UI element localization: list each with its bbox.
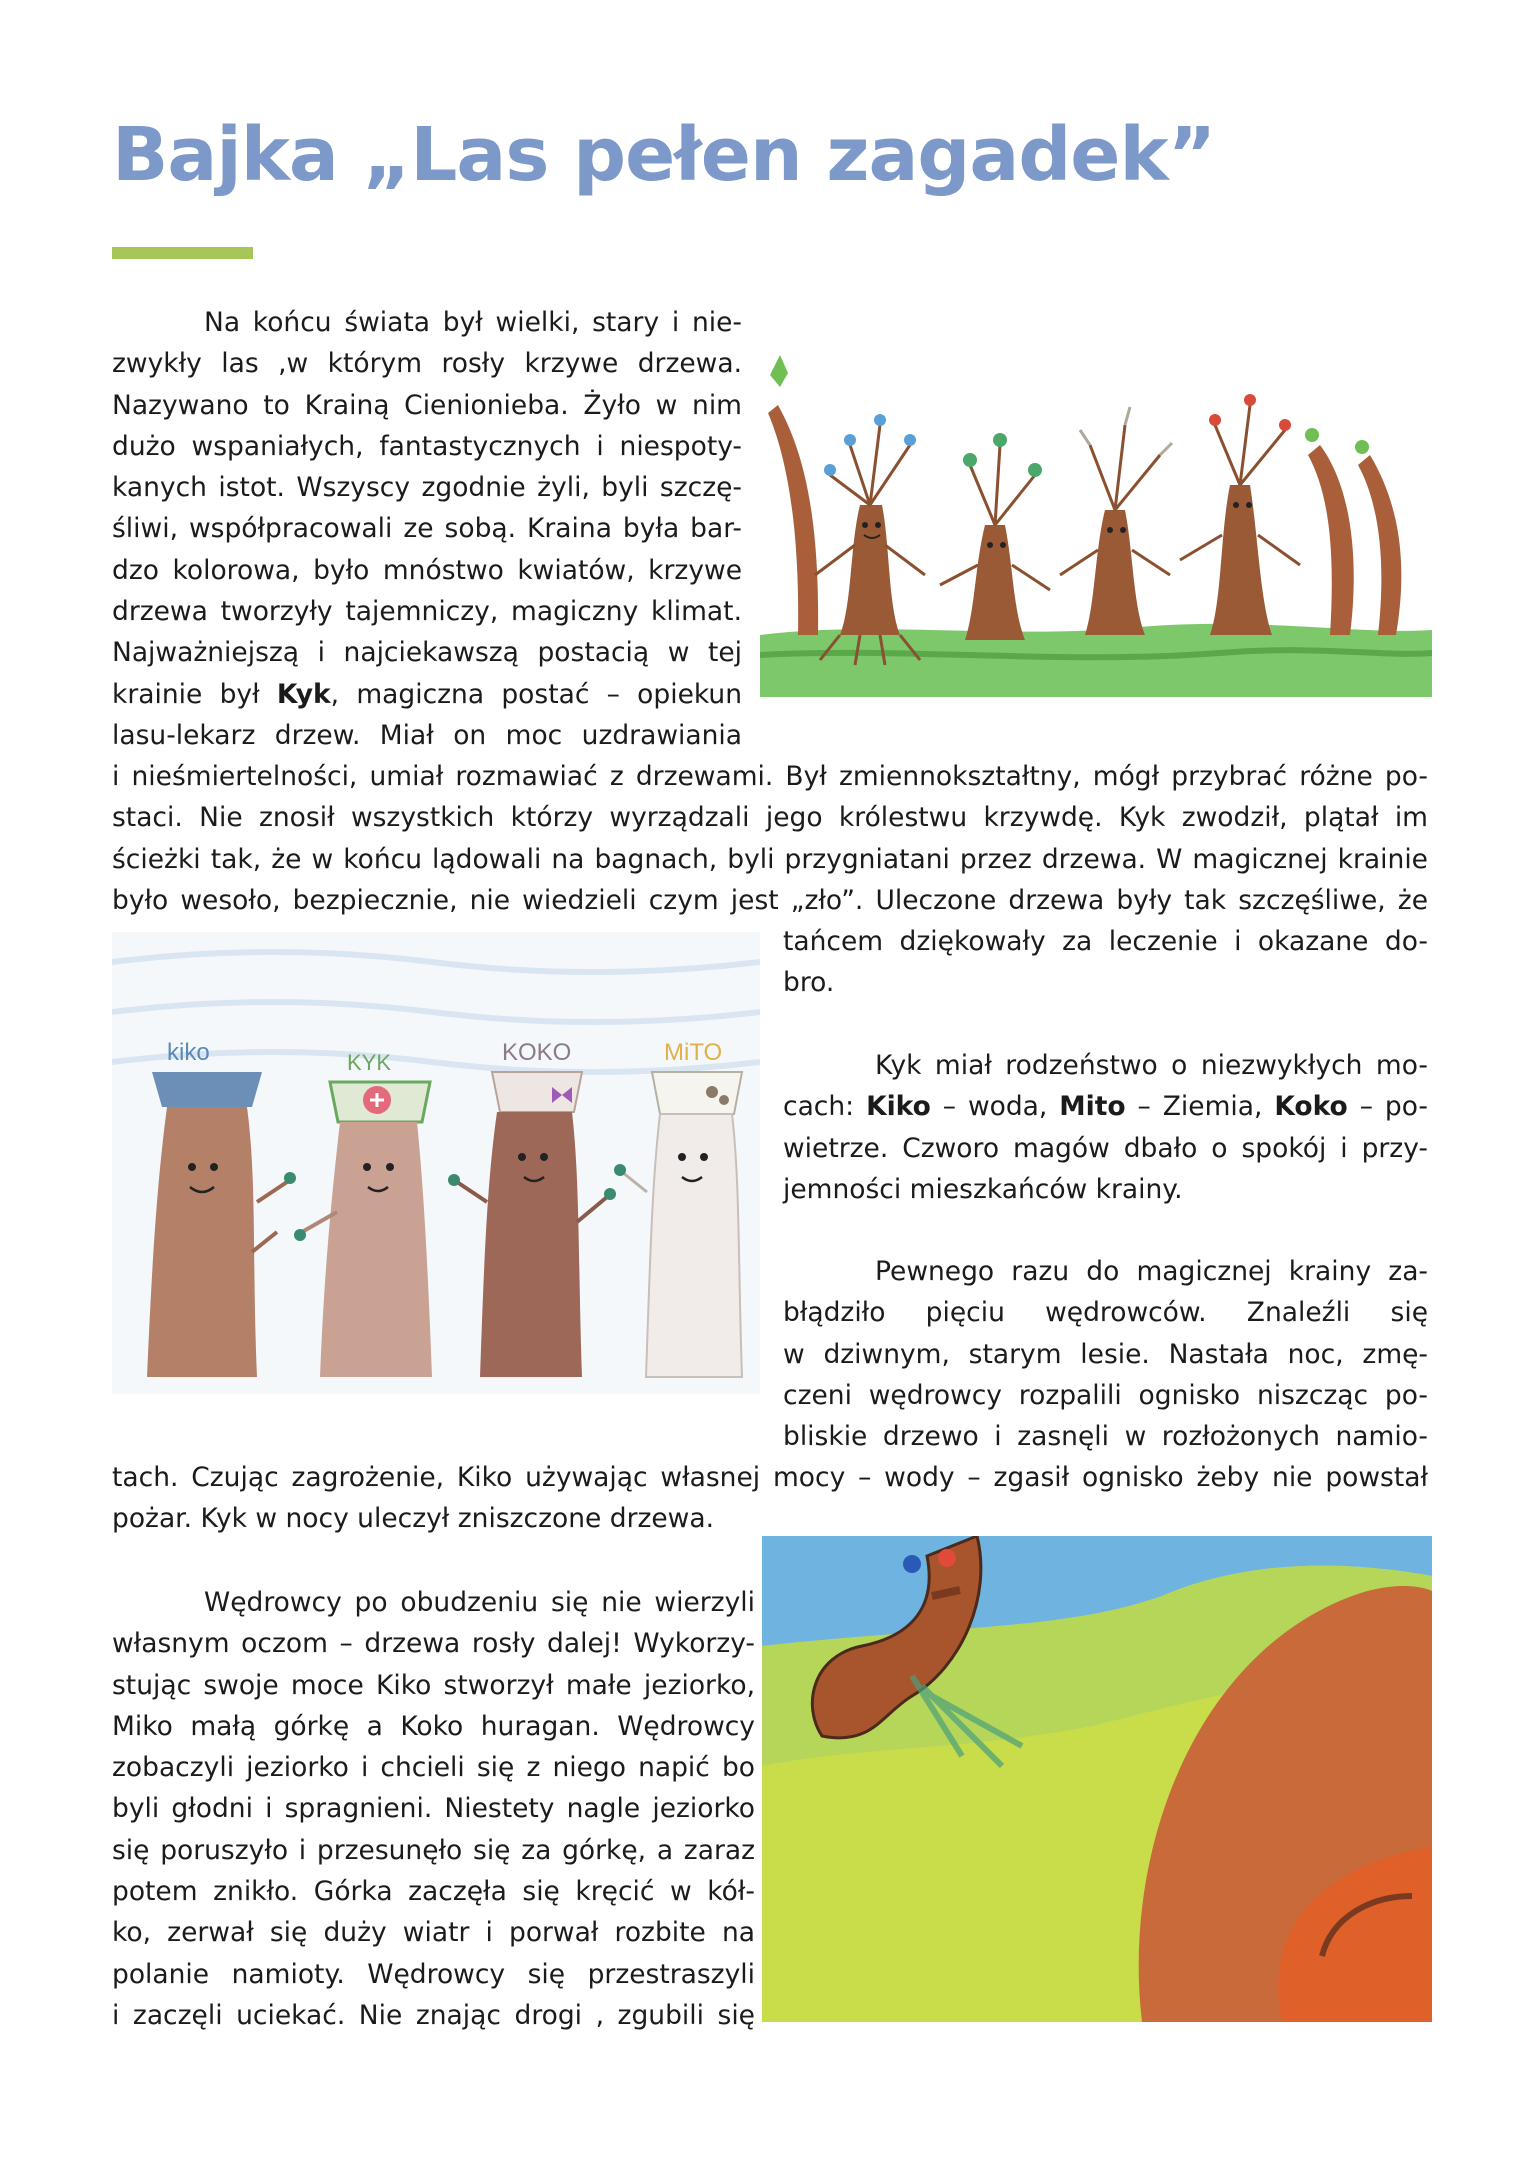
- text-line: dzo kolorowa, było mnóstwo kwiatów, krzywe: [112, 554, 742, 586]
- text-line: polanie namioty. Wędrowcy się przestraszyli: [112, 1958, 755, 1990]
- drawing-four-siblings: [112, 932, 760, 1394]
- paragraph-4: [112, 1582, 755, 2036]
- label-mito: MiTO: [664, 1039, 723, 1066]
- text-line: stując swoje moce Kiko stworzył małe jeziorko,: [112, 1669, 755, 1701]
- text-line: byli głodni i spragnieni. Niestety nagle jeziorko: [112, 1793, 755, 1825]
- paragraph-1-end: [783, 921, 1428, 1004]
- title-underline: [112, 247, 253, 259]
- text-line: ścieżki tak, że w końcu lądowali na bagnach, byli przygniatani przez drzewa. W magicznej krainie: [112, 843, 1428, 875]
- text-line-siblings: [783, 1086, 1428, 1127]
- text-line: Wędrowcy po obudzeniu się nie wierzyli: [204, 1587, 755, 1618]
- text-line: się poruszyło i przesunęło się za górkę, a zaraz: [112, 1834, 755, 1866]
- text-line: bliskie drzewo i zasnęli w rozłożonych namio-: [783, 1421, 1428, 1453]
- drawing-hill-and-tree: [762, 1536, 1432, 2022]
- text-line: Nazywano to Krainą Cienionieba. Żyło w nim: [112, 389, 742, 421]
- text-run: cach:: [783, 1091, 867, 1123]
- text-line: czeni wędrowcy rozpalili ognisko niszcząc po-: [783, 1379, 1428, 1411]
- text-line: Na końcu świata był wielki, stary i nie-: [204, 307, 742, 338]
- text-run: – Ziemia,: [1125, 1091, 1275, 1123]
- name-kiko: Kiko: [866, 1091, 931, 1123]
- name-kyk: Kyk: [276, 678, 331, 710]
- text-line: staci. Nie znosił wszystkich którzy wyrządzali jego królestwu krzywdę. Kyk zwodził, plątał im: [112, 802, 1428, 834]
- text-line: Pewnego razu do magicznej krainy za-: [875, 1256, 1428, 1287]
- drawing-dancing-trees: [760, 335, 1432, 697]
- text-line: Miko małą górkę a Koko huragan. Wędrowcy: [112, 1710, 755, 1742]
- name-koko: Koko: [1274, 1091, 1348, 1123]
- label-kyk: KYK: [347, 1050, 392, 1075]
- text-line: zobaczyli jeziorko i chcieli się z niego napić bo: [112, 1752, 755, 1784]
- text-line: kanych istot. Wszyscy zgodnie żyli, byli szczę-: [112, 472, 742, 504]
- text-line: Najważniejszą i najciekawszą postacią w tej: [112, 637, 742, 669]
- text-line: wietrze. Czworo magów dbało o spokój i przy-: [783, 1132, 1428, 1164]
- text-line: błądziło pięciu wędrowców. Znaleźli się: [783, 1297, 1428, 1329]
- text-line: było wesoło, bezpiecznie, nie wiedzieli czym jest „zło”. Uleczone drzewa były tak szczęśliwe, że: [112, 884, 1428, 916]
- paragraph-1-narrow: [112, 302, 742, 756]
- text-line: śliwi, współpracowali ze sobą. Kraina była bar-: [112, 513, 742, 545]
- paragraph-1-wide: [112, 756, 1428, 921]
- text-run: krainie był: [112, 678, 277, 710]
- paragraph-2: [783, 1045, 1428, 1210]
- paragraph-3-wide: [112, 1457, 1428, 1540]
- text-line: dużo wspaniałych, fantastycznych i niespoty-: [112, 430, 742, 462]
- text-line: zwykły las ,w którym rosły krzywe drzewa.: [112, 348, 742, 380]
- text-line: ko, zerwał się duży wiatr i porwał rozbite na: [112, 1917, 755, 1949]
- page-title: Bajka „Las pełen zagadek”: [112, 112, 1216, 198]
- text-line: potem znikło. Górka zaczęła się kręcić w kół-: [112, 1876, 755, 1908]
- text-line: tach. Czując zagrożenie, Kiko używając własnej mocy – wody – zgasił ognisko żeby nie powstał: [112, 1462, 1428, 1493]
- text-run: – po-: [1347, 1091, 1428, 1123]
- paragraph-3: [783, 1251, 1428, 1457]
- text-line-kyk: [112, 674, 742, 715]
- text-line: bro.: [783, 967, 835, 999]
- text-line: własnym oczom – drzewa rosły dalej! Wykorzy-: [112, 1628, 755, 1660]
- text-run: – woda,: [930, 1091, 1060, 1123]
- text-run: , magiczna postać – opiekun: [330, 678, 743, 710]
- text-line: tańcem dziękowały za leczenie i okazane do-: [783, 926, 1428, 957]
- name-mito: Mito: [1059, 1091, 1126, 1123]
- text-line: drzewa tworzyły tajemniczy, magiczny klimat.: [112, 596, 742, 628]
- text-line: i zaczęli uciekać. Nie znając drogi , zgubili się: [112, 1999, 755, 2031]
- text-line: pożar. Kyk w nocy uleczył zniszczone drzewa.: [112, 1503, 715, 1535]
- text-line: i nieśmiertelności, umiał rozmawiać z drzewami. Był zmiennokształtny, mógł przybrać różne po-: [112, 761, 1428, 792]
- text-line: w dziwnym, starym lesie. Nastała noc, zmę-: [783, 1338, 1428, 1370]
- text-line: Kyk miał rodzeństwo o niezwykłych mo-: [875, 1050, 1428, 1081]
- label-kiko: kiko: [167, 1039, 210, 1066]
- text-line: jemności mieszkańców krainy.: [783, 1173, 1183, 1205]
- text-line: lasu-lekarz drzew. Miał on moc uzdrawiania: [112, 719, 742, 751]
- label-koko: KOKO: [502, 1039, 572, 1066]
